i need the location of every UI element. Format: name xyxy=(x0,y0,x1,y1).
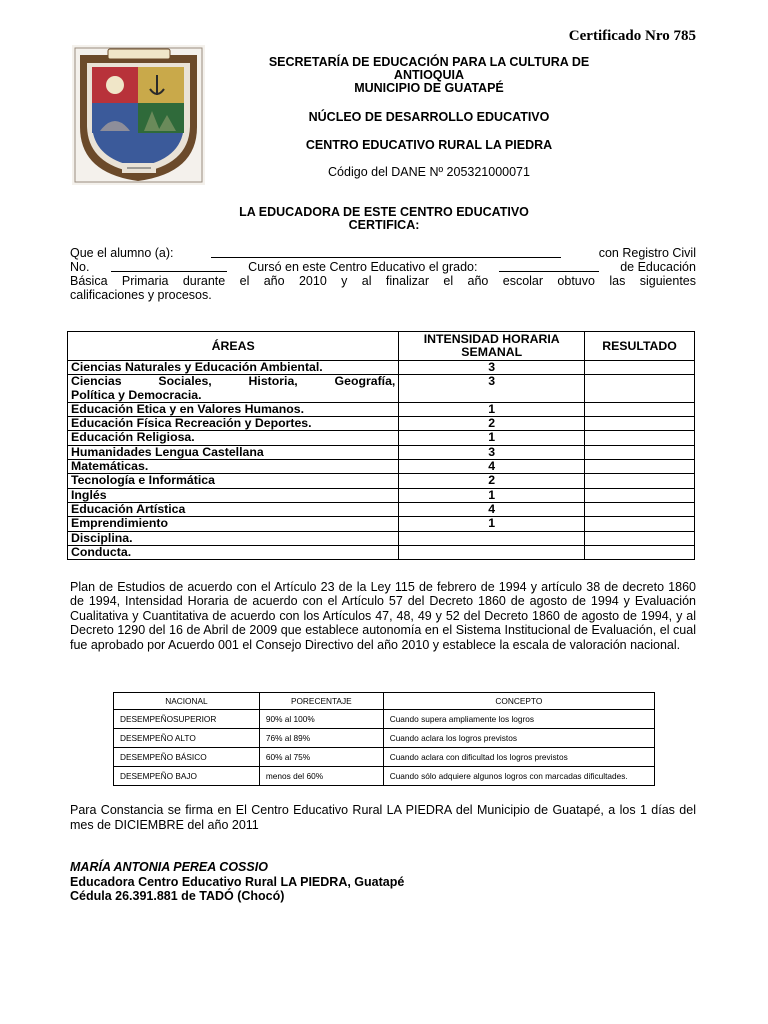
dane-code: Código del DANE Nº 205321000071 xyxy=(328,165,530,179)
hours-cell: 2 xyxy=(399,417,585,431)
header-centro: CENTRO EDUCATIVO RURAL LA PIEDRA xyxy=(305,138,553,152)
scale-porcentaje-cell: menos del 60% xyxy=(259,767,383,786)
hours-cell: 3 xyxy=(399,375,585,403)
header-municipio: MUNICIPIO DE GUATAPÉ xyxy=(354,81,504,95)
hours-cell xyxy=(399,531,585,545)
table-row xyxy=(68,502,695,516)
scale-concepto-cell: Cuando aclara con dificultad los logros previstos xyxy=(383,748,654,767)
area-cell: Educación Religiosa. xyxy=(68,431,399,445)
hours-cell xyxy=(399,545,585,559)
hours-cell: 1 xyxy=(399,431,585,445)
result-cell xyxy=(585,474,695,488)
hours-cell: 3 xyxy=(399,445,585,459)
title-certifica: CERTIFICA: xyxy=(348,218,420,232)
hours-cell: 1 xyxy=(399,517,585,531)
result-cell xyxy=(585,431,695,445)
intro-educacion-label: de Educación xyxy=(620,260,696,274)
area-cell-line1: Ciencias Sociales, Historia, Geografía, xyxy=(71,374,396,389)
table-row xyxy=(68,460,695,474)
scale-porcentaje-cell: 60% al 75% xyxy=(259,748,383,767)
hours-cell: 2 xyxy=(399,474,585,488)
table-row xyxy=(68,474,695,488)
table-row xyxy=(68,361,695,375)
table-row xyxy=(68,431,695,445)
intro-paragraph xyxy=(70,246,696,302)
hours-cell: 1 xyxy=(399,402,585,416)
result-cell xyxy=(585,545,695,559)
scale-concepto-cell: Cuando aclara los logros previstos xyxy=(383,729,654,748)
area-cell xyxy=(68,375,399,403)
table-row xyxy=(68,488,695,502)
signatory-name: MARÍA ANTONIA PEREA COSSIO xyxy=(70,860,268,874)
area-cell-line2: Política y Democracia. xyxy=(71,387,202,402)
area-cell: Ciencias Naturales y Educación Ambiental. xyxy=(68,361,399,375)
scale-header-concepto: CONCEPTO xyxy=(383,693,654,710)
areas-header-row xyxy=(68,332,695,361)
areas-table xyxy=(67,331,695,560)
result-cell xyxy=(585,375,695,403)
table-row xyxy=(114,729,655,748)
intro-registro-label: con Registro Civil xyxy=(598,246,696,260)
intro-line-calificaciones: calificaciones y procesos. xyxy=(70,288,212,302)
scale-nacional-cell: DESEMPEÑO BAJO xyxy=(114,767,260,786)
valuation-scale-table xyxy=(113,692,655,786)
signatory-id: Cédula 26.391.881 de TADÓ (Chocó) xyxy=(70,889,285,903)
intro-grado-label: Cursó en este Centro Educativo el grado: xyxy=(248,260,478,274)
title-educadora: LA EDUCADORA DE ESTE CENTRO EDUCATIVO xyxy=(239,205,529,219)
area-cell: Educación Etica y en Valores Humanos. xyxy=(68,402,399,416)
certificate-number: Certificado Nro 785 xyxy=(568,28,696,44)
intro-student-label: Que el alumno (a): xyxy=(70,246,174,260)
intro-no-label: No. xyxy=(70,260,90,274)
constancia-paragraph: Para Constancia se firma en El Centro Educativo Rural LA PIEDRA del Municipio de Guatapé, a los 1 días del mes de DICIEMBRE del año 2011 xyxy=(70,803,696,832)
hours-cell: 1 xyxy=(399,488,585,502)
result-cell xyxy=(585,488,695,502)
scale-header-porcentaje: PORECENTAJE xyxy=(259,693,383,710)
result-cell xyxy=(585,417,695,431)
signatory-role: Educadora Centro Educativo Rural LA PIEDRA, Guatapé xyxy=(70,874,405,889)
scale-nacional-cell: DESEMPEÑO BÁSICO xyxy=(114,748,260,767)
hours-cell: 4 xyxy=(399,460,585,474)
result-cell xyxy=(585,445,695,459)
plan-de-estudios-paragraph: Plan de Estudios de acuerdo con el Artículo 23 de la Ley 115 de febrero de 1994 y artículo 38 de decreto 1860 de 1994, Intensidad Horaria de acuerdo con el Artículo 57 del Decreto 1860 de agosto de 1994 y Evaluación Cualitativa y Cuantitativa de acuerdo con los Artículos 47, 48, 49 y 52 del Decreto 1860 de agosto de 1994, y al Decreto 1290 del 16 de Abril de 2009 que establece autonomía en el Sistema Institucional de Evaluación, el cual fue aprobado por Acuerdo 001 el Consejo Directivo del año 2010 y establece la escala de valoración nacional. xyxy=(70,580,696,652)
result-cell xyxy=(585,517,695,531)
header-resultado: RESULTADO xyxy=(585,332,695,361)
scale-concepto-cell: Cuando sólo adquiere algunos logros con marcadas dificultades. xyxy=(383,767,654,786)
area-cell: Conducta. xyxy=(68,545,399,559)
result-cell xyxy=(585,460,695,474)
table-row xyxy=(68,445,695,459)
area-cell: Emprendimiento xyxy=(68,517,399,531)
student-name-blank xyxy=(211,246,561,258)
grado-blank xyxy=(499,260,599,272)
area-cell: Tecnología e Informática xyxy=(68,474,399,488)
area-cell: Humanidades Lengua Castellana xyxy=(68,445,399,459)
area-cell: Disciplina. xyxy=(68,531,399,545)
area-cell: Educación Física Recreación y Deportes. xyxy=(68,417,399,431)
scale-porcentaje-cell: 76% al 89% xyxy=(259,729,383,748)
table-row xyxy=(114,767,655,786)
table-row xyxy=(68,417,695,431)
scale-nacional-cell: DESEMPEÑO ALTO xyxy=(114,729,260,748)
area-cell: Educación Artística xyxy=(68,502,399,516)
intro-line-basica: Básica Primaria durante el año 2010 y al finalizar el año escolar obtuvo las siguientes xyxy=(70,274,696,288)
scale-nacional-cell: DESEMPEÑOSUPERIOR xyxy=(114,710,260,729)
scale-header-nacional: NACIONAL xyxy=(114,693,260,710)
table-row xyxy=(68,402,695,416)
table-row xyxy=(114,748,655,767)
table-row xyxy=(68,375,695,403)
result-cell xyxy=(585,361,695,375)
hours-cell: 3 xyxy=(399,361,585,375)
header-nucleo: NÚCLEO DE DESARROLLO EDUCATIVO xyxy=(308,110,550,124)
hours-cell: 4 xyxy=(399,502,585,516)
signature-block xyxy=(70,860,404,904)
scale-porcentaje-cell: 90% al 100% xyxy=(259,710,383,729)
area-cell: Matemáticas. xyxy=(68,460,399,474)
table-row xyxy=(114,710,655,729)
municipal-crest-logo xyxy=(72,45,205,185)
table-row xyxy=(68,531,695,545)
scale-concepto-cell: Cuando supera ampliamente los logros xyxy=(383,710,654,729)
header-intensidad-line1: INTENSIDAD HORARIA xyxy=(423,332,560,346)
result-cell xyxy=(585,502,695,516)
header-areas: ÁREAS xyxy=(68,332,399,361)
header-secretaria: SECRETARÍA DE EDUCACIÓN PARA LA CULTURA DE xyxy=(268,55,590,69)
scale-header-row xyxy=(114,693,655,710)
registro-number-blank xyxy=(111,260,227,272)
header-intensidad-line2: SEMANAL xyxy=(461,345,523,359)
header-intensidad xyxy=(399,332,585,361)
result-cell xyxy=(585,402,695,416)
area-cell: Inglés xyxy=(68,488,399,502)
table-row xyxy=(68,517,695,531)
result-cell xyxy=(585,531,695,545)
table-row xyxy=(68,545,695,559)
header-antioquia: ANTIOQUIA xyxy=(393,68,465,82)
